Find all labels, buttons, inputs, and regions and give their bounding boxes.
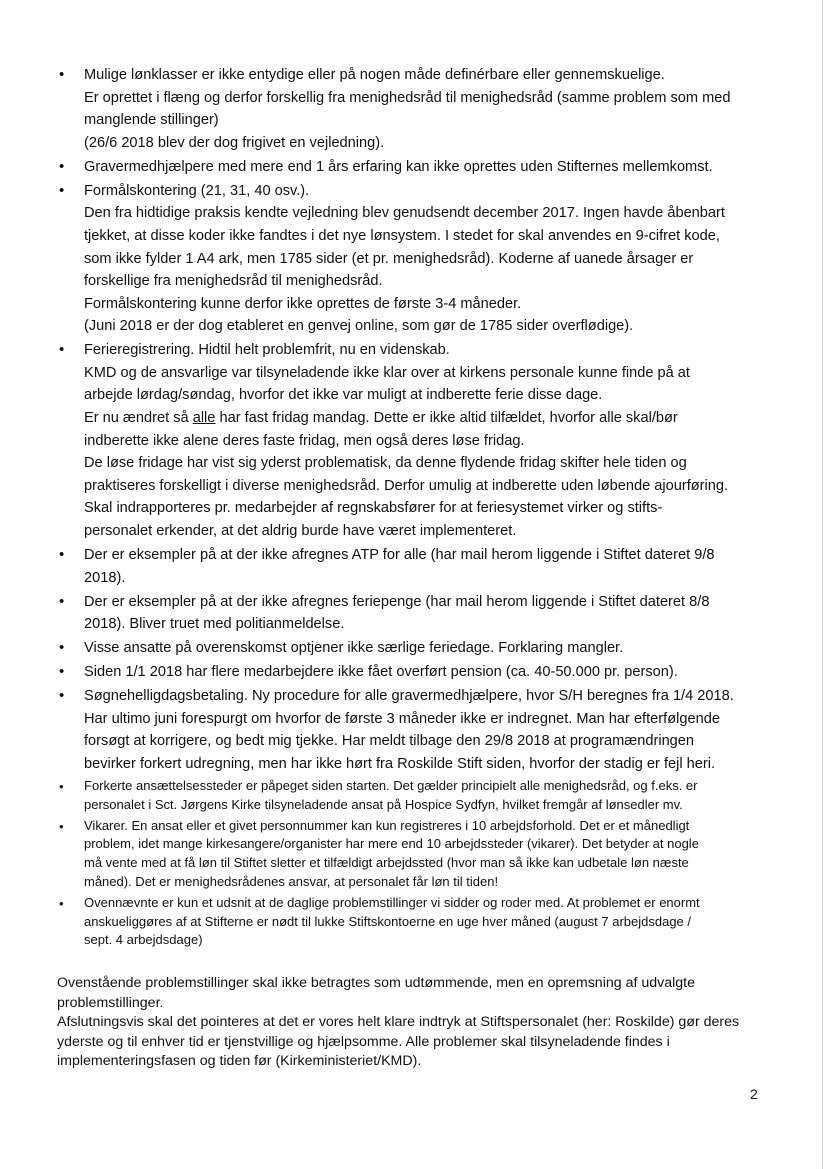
list-item-line: personalet i Sct. Jørgens Kirke tilsyneladende ansat på Hospice Sydfyn, hvilket fremgår af lønsedler mv. — [84, 796, 683, 812]
list-item-vikarer — [84, 817, 774, 892]
list-item-line: • Gravermedhjælpere med mere end 1 års erfaring kan ikke oprettes uden Stifternes mellemkomst. — [84, 158, 713, 175]
list-item-gravermedhjaelpere — [84, 156, 774, 179]
list-item-ansaettelsessteder — [84, 777, 774, 815]
closing-paragraph — [57, 974, 777, 1072]
list-item-lonklasser — [84, 64, 774, 154]
list-item-line: arbejde lørdag/søndag, hvorfor det ikke var muligt at indberette ferie disse dage. — [84, 387, 603, 404]
closing-line: Afslutningsvis skal det pointeres at det er vores helt klare indtryk at Stiftspersonalet (her: Roskilde) gør deres — [57, 1014, 740, 1031]
list-item-formaalskontering — [84, 180, 774, 338]
list-item-line: • Ovennævnte er kun et udsnit at de daglige problemstillinger vi sidder og roder med. At problemet er enormt — [84, 894, 700, 910]
page-number: 2 — [750, 1086, 758, 1102]
list-item-line: personalet erkender, at det aldrig burde have været implementeret. — [84, 523, 517, 540]
list-item-line: • Vikarer. En ansat eller et givet personnummer kan kun registreres i 10 arbejdsforhold. Det er et månedligt — [84, 817, 690, 833]
list-item-line: • Forkerte ansættelsessteder er påpeget siden starten. Det gælder principielt alle menighedsråd, og f.eks. er — [84, 777, 698, 793]
list-item-line: • Siden 1/1 2018 har flere medarbejdere ikke fået overført pension (ca. 40-50.000 pr. person). — [84, 664, 678, 681]
list-item-pension — [84, 661, 774, 684]
list-item-feriepenge — [84, 591, 774, 636]
page-edge-line — [822, 0, 823, 1169]
list-item-line: • Søgnehelligdagsbetaling. Ny procedure for alle gravermedhjælpere, hvor S/H beregnes fra 1/4 2018. — [84, 688, 734, 705]
list-item-line: praktiseres forskelligt i diverse menighedsråd. Derfor umulig at indberette uden løbende ajourføring. — [84, 477, 729, 494]
list-item-line: som ikke fylder 1 A4 ark, men 1785 sider (et pr. menighedsråd). Koderne af uanede årsager er — [84, 250, 694, 267]
list-item-line: problem, idet mange kirkesangere/organister har mere end 10 arbejdssteder (vikarer). Det betyder at nogle — [84, 836, 699, 852]
list-item-line: manglende stillinger) — [84, 112, 219, 129]
list-item-line: KMD og de ansvarlige var tilsyneladende ikke klar over at kirkens personale kunne finde på at — [84, 364, 690, 381]
list-item-line: sept. 4 arbejdsdage) — [84, 932, 203, 948]
list-item-line: • Der er eksempler på at der ikke afregnes ATP for alle (har mail herom liggende i Stiftet dateret 9/8 — [84, 547, 715, 564]
closing-line: problemstillinger. — [57, 994, 164, 1011]
list-item-line: • Mulige lønklasser er ikke entydige eller på nogen måde definérbare eller gennemskuelige. — [84, 67, 665, 83]
list-item-line: må vente med at få løn til Stiftet sletter et tilfældigt arbejdssted (hvor man så ikke kan udbetale løn næste — [84, 855, 689, 871]
line-suffix: har fast fridag mandag. Dette er ikke altid tilfældet, hvorfor alle skal/bør — [215, 410, 678, 427]
list-item-line: 2018). — [84, 569, 126, 586]
list-item-line: bevirker forkert udregning, men har ikke hørt fra Roskilde Stift siden, hvorfor der stadig er fejl heri. — [84, 755, 716, 772]
list-item-line: 2018). Bliver truet med politianmeldelse. — [84, 616, 345, 633]
list-item-line: (26/6 2018 blev der dog frigivet en vejledning). — [84, 134, 385, 151]
closing-line: Ovenstående problemstillinger skal ikke betragtes som udtømmende, men en opremsning af udvalgte — [57, 975, 695, 991]
list-item-soegnehelligdag — [84, 685, 774, 775]
list-item-line: forsøgt at korrigere, og bedt mig tjekke. Har meldt tilbage den 29/8 2018 at programændringen — [84, 733, 695, 750]
closing-line: yderste og til enhver tid er tjenstvillige og hjælpsomme. Alle problemer skal tilsyneladende findes i — [57, 1033, 670, 1050]
problem-list — [84, 64, 774, 952]
underlined-word: alle — [192, 410, 216, 427]
list-item-line-underlined — [84, 407, 774, 430]
list-item-ferieregistrering — [84, 339, 774, 542]
list-item-line: • Ferieregistrering. Hidtil helt problemfrit, nu en videnskab. — [84, 342, 450, 359]
list-item-line: • Visse ansatte på overenskomst optjener ikke særlige feriedage. Forklaring mangler. — [84, 640, 624, 657]
closing-line: implementeringsfasen og tiden før (Kirkeministeriet/KMD). — [57, 1053, 422, 1070]
list-item-line: anskueliggøres af at Stifterne er nødt til lukke Stiftskontoerne en uge hver måned (august 7 arbejdsdage / — [84, 913, 692, 929]
list-item-line: indberette ikke alene deres faste fridag, men også deres løse fridag. — [84, 432, 525, 449]
list-item-line: tjekket, at disse koder ikke fandtes i det nye lønsystem. I stedet for skal anvendes en 9-cifret kode, — [84, 227, 720, 244]
list-item-ovennaevnte — [84, 894, 774, 950]
list-item-line: Formålskontering kunne derfor ikke oprettes de første 3-4 måneder. — [84, 295, 522, 312]
line-prefix: Er nu ændret så — [84, 410, 193, 427]
list-item-line: måned). Det er menighedsrådenes ansvar, at personalet får løn til tiden! — [84, 873, 499, 889]
list-item-feriedage — [84, 637, 774, 660]
list-item-line: • Formålskontering (21, 31, 40 osv.). — [84, 182, 310, 199]
list-item-line: De løse fridage har vist sig yderst problematisk, da denne flydende fridag skifter hele tiden og — [84, 455, 687, 472]
list-item-line: Har ultimo juni forespurgt om hvorfor de første 3 måneder ikke er indregnet. Man har efterfølgende — [84, 710, 720, 727]
list-item-line: Skal indrapporteres pr. medarbejder af regnskabsfører for at feriesystemet virker og stifts- — [84, 500, 663, 517]
list-item-line: • Der er eksempler på at der ikke afregnes feriepenge (har mail herom liggende i Stiftet dateret 8/8 — [84, 593, 710, 610]
list-item-atp — [84, 544, 774, 589]
list-item-line: Er oprettet i flæng og derfor forskellig fra menighedsråd til menighedsråd (samme problem som med — [84, 89, 731, 106]
list-item-line: (Juni 2018 er der dog etableret en genvej online, som gør de 1785 sider overflødige). — [84, 318, 634, 335]
list-item-line: Den fra hidtidige praksis kendte vejledning blev genudsendt december 2017. Ingen havde åbenbart — [84, 205, 725, 222]
list-item-line: forskellige fra menighedsråd til menighedsråd. — [84, 273, 383, 290]
